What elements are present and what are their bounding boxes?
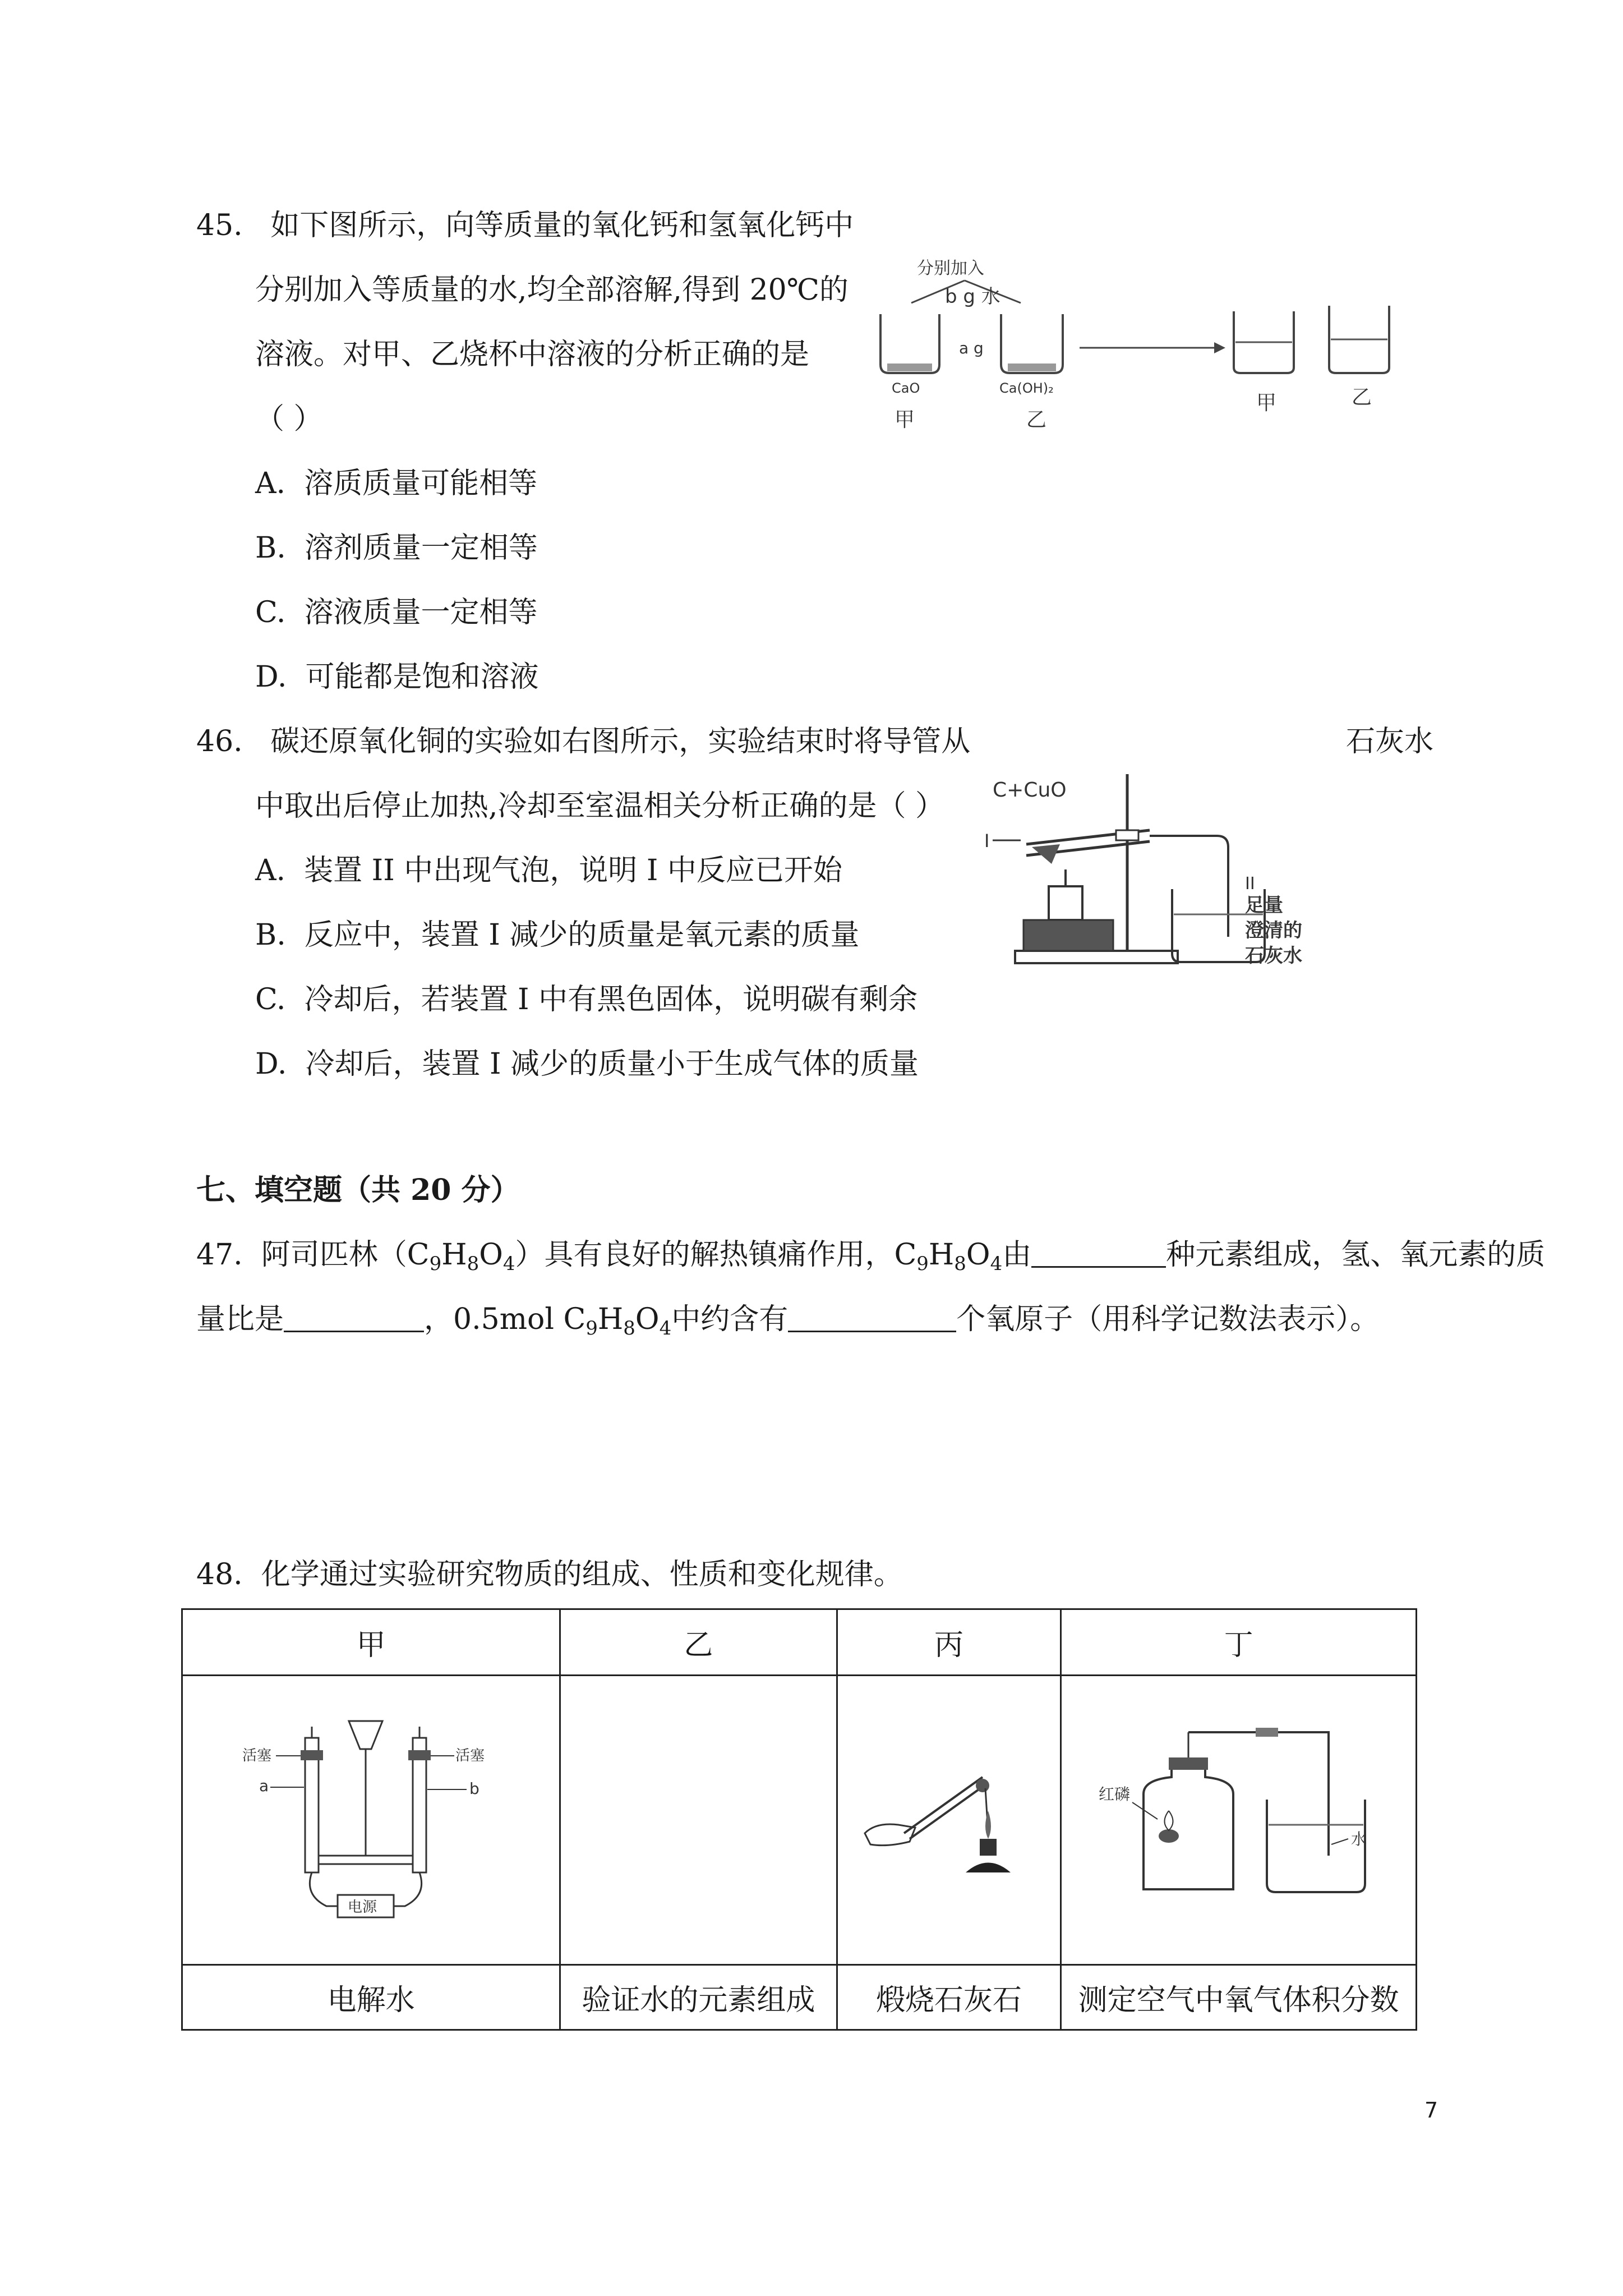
q48-number: 48. [196,1558,243,1591]
q47-line2: 量比是 ，0.5mol $C_9H_8O_4$中约含有 个氧原子（用科学记数法表示）。 [196,1303,1380,1340]
q46-line1: 46. 碳还原氧化铜的实验如右图所示，实验结束时将导管从 [196,725,971,758]
q47-line1: 47. 阿司匹林$(C_9H_8O_4)$具有良好的解热镇痛作用，$C_9H_8O_4$由 种元素组成，氢、氧元素的质 [196,1238,1546,1275]
fig-ding-phosphorus: 红磷 [1098,1785,1130,1803]
q45-fig-caoh2: Ca(OH)₂ [999,380,1054,396]
q46-fig-lime1: 足量 [1245,894,1283,917]
q46-option-a: A. 装置 II 中出现气泡，说明 I 中反应已开始 [255,854,842,887]
q45-option-b: B. 溶剂质量一定相等 [255,531,538,565]
q45-fig-right-yi: 乙 [1352,386,1372,409]
q45-fig-mass: a g [959,339,984,357]
cell-fig-yi [560,1676,837,1965]
q45-option-a: A. 溶质质量可能相等 [255,467,538,500]
q47-blank-oxygen-atoms[interactable] [788,1303,956,1332]
q46-option-d: D. 冷却后，装置 I 减少的质量小于生成气体的质量 [255,1047,919,1081]
cell-fig-bing [837,1676,1061,1965]
q47-blank-elements[interactable] [1031,1238,1166,1268]
q46-option-b: B. 反应中，装置 I 减少的质量是氧元素的质量 [255,918,860,952]
q48-stem: 48. 化学通过实验研究物质的组成、性质和变化规律。 [196,1558,903,1591]
q45-line1: 45. 如下图所示，向等质量的氧化钙和氢氧化钙中 [196,209,854,242]
q46-fig-label-two: II [1245,874,1255,894]
q46-fig-lime2: 澄清的 [1245,919,1302,942]
q45-fig-top-label: 分别加入 [917,259,984,278]
fig-jia-stopcock-right: 活塞 [455,1747,485,1764]
q45-option-c: C. 溶液质量一定相等 [255,596,538,629]
table-header-row [182,1609,1417,1676]
q45-fig-left-jia: 甲 [895,408,915,431]
q45-fig-cao: CaO [892,380,920,396]
q47-blank-mass-ratio[interactable] [284,1303,424,1332]
page-number: 7 [1424,2098,1438,2123]
q46-option-c: C. 冷却后，若装置 I 中有黑色固体，说明碳有剩余 [255,983,918,1016]
table-figure-row [182,1676,1417,1965]
cell-fig-jia [182,1676,560,1965]
oxygen-measure-figure [1093,1727,1385,1906]
electrolysis-figure [242,1704,500,1929]
fig-jia-stopcock-left: 活塞 [242,1747,271,1764]
fig-jia-power: 电源 [347,1899,377,1916]
fig-jia-a: a [259,1777,269,1795]
table-header-jia: 甲 [182,1609,560,1676]
caption-jia: 电解水 [182,1965,560,2030]
q45-fig-water-label: b g 水 [945,286,1000,308]
q45-number: 45. [196,209,243,242]
calcination-figure [854,1732,1044,1901]
fig-jia-b: b [469,1779,479,1798]
q46-fig-label-one: I [984,830,990,852]
q45-line3: 溶液。对甲、乙烧杯中溶液的分析正确的是 [255,338,810,371]
q46-fig-lime3: 石灰水 [1245,945,1302,967]
table-caption-row [182,1965,1417,2030]
q45-fig-left-yi: 乙 [1026,408,1047,431]
caption-yi: 验证水的元素组成 [560,1965,837,2030]
q45-option-d: D. 可能都是饱和溶液 [255,660,539,694]
q46-fig-reactant: C+CuO [993,779,1067,802]
table-header-bing: 丙 [837,1609,1061,1676]
q45-beaker-figure [864,258,1424,449]
caption-bing: 煅烧石灰石 [837,1965,1061,2030]
fig-ding-water: 水 [1350,1830,1367,1848]
cell-fig-ding [1061,1676,1417,1965]
q47-number: 47. [196,1238,243,1272]
table-header-ding: 丁 [1061,1609,1417,1676]
q45-answer-paren: （ ） [255,402,323,436]
caption-ding: 测定空气中氧气体积分数 [1061,1965,1417,2030]
q45-line2: 分别加入等质量的水,均全部溶解,得到 20℃的 [255,273,849,307]
table-header-yi: 乙 [560,1609,837,1676]
q46-line1-tail: 石灰水 [1346,725,1434,758]
section7-title: 七、填空题（共 20 分） [196,1173,520,1207]
q46-line2: 中取出后停止加热,冷却至室温相关分析正确的是（ ） [255,789,945,823]
q46-number: 46. [196,725,243,758]
q45-fig-right-jia: 甲 [1256,392,1277,415]
q46-apparatus-figure [981,769,1329,976]
q48-experiment-table [181,1608,1417,2031]
